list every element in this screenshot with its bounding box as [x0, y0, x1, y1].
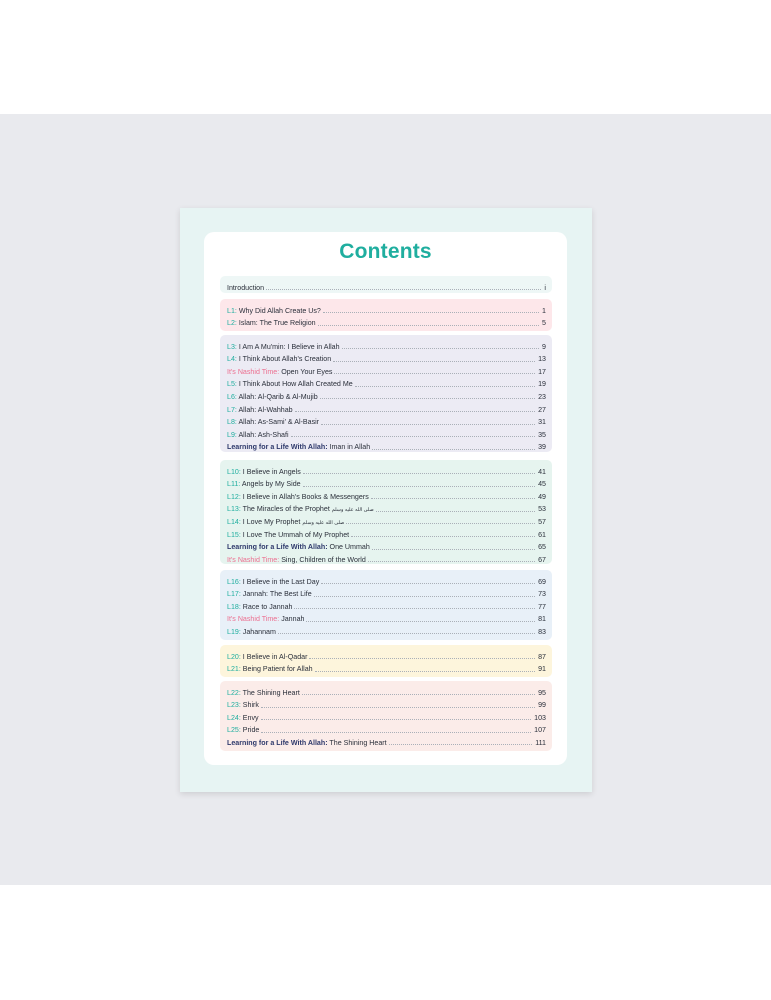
toc-entry-text: Why Did Allah Create Us?	[236, 306, 321, 315]
toc-entry-text: One Ummah	[327, 543, 370, 552]
toc-entry-text: The Miracles of the Prophet	[240, 505, 330, 514]
salawat-text: صلى الله عليه وسلم	[331, 507, 374, 514]
toc-page-number: i	[544, 283, 546, 292]
toc-page-number: 9	[542, 342, 546, 351]
toc-page-number: 13	[538, 355, 546, 364]
toc-entry[interactable]	[220, 488, 552, 501]
toc-section	[220, 645, 552, 677]
dot-leader	[306, 620, 535, 622]
dot-leader	[261, 706, 535, 708]
toc-entry[interactable]	[220, 476, 552, 489]
toc-entry-text: I Am A Mu'min: I Believe in Allah	[236, 342, 340, 351]
toc-page-number: 83	[538, 627, 546, 636]
dot-leader	[346, 522, 535, 524]
toc-entry-text: I Love The Ummah of My Prophet	[240, 530, 350, 539]
dot-leader	[303, 485, 536, 487]
dot-leader	[295, 410, 536, 412]
toc-entry[interactable]	[220, 439, 552, 452]
toc-entry-label	[220, 579, 319, 586]
toc-entry-prefix: L13:	[227, 505, 241, 514]
dot-leader	[342, 347, 539, 349]
toc-page-number: 1	[542, 306, 546, 315]
toc-entry-label	[220, 557, 366, 564]
dot-leader	[309, 657, 535, 659]
toc-page-number: 41	[538, 467, 546, 476]
toc-entry-text: The Shining Heart	[327, 738, 387, 747]
toc-entry-text: Pride	[240, 726, 260, 735]
toc-entry-prefix: L15:	[227, 530, 241, 539]
toc-entry-text: Shirk	[240, 701, 259, 710]
toc-entry-prefix: L21:	[227, 665, 241, 674]
toc-entry-prefix: L3:	[227, 342, 237, 351]
toc-entry[interactable]	[220, 539, 552, 552]
toc-entry-label	[220, 381, 353, 388]
toc-entry-label	[220, 419, 319, 426]
toc-page-number: 39	[538, 443, 546, 452]
toc-page-number: 91	[538, 665, 546, 674]
dot-leader	[368, 560, 535, 562]
toc-entry-label	[220, 285, 264, 292]
dot-leader	[261, 718, 532, 720]
toc-entry[interactable]	[220, 734, 552, 747]
toc-entry-text: Allah: Al-Qarib & Al-Mujib	[236, 392, 318, 401]
dot-leader	[278, 632, 535, 634]
toc-section	[220, 681, 552, 751]
toc-page-number: 23	[538, 392, 546, 401]
toc-entry-text: I Believe in Angels	[240, 467, 301, 476]
toc-entry[interactable]	[220, 661, 552, 674]
toc-entry-text: I Believe in Allah's Books & Messengers	[240, 492, 369, 501]
toc-entry[interactable]	[220, 501, 552, 514]
toc-entry-label	[220, 519, 344, 526]
toc-entry-text: Jannah	[279, 615, 305, 624]
toc-entry-prefix: L7:	[227, 405, 237, 414]
toc-entry-prefix: L10:	[227, 467, 241, 476]
toc-entry[interactable]	[220, 697, 552, 710]
dot-leader	[323, 311, 539, 313]
toc-entry-label	[220, 604, 292, 611]
toc-entry-text: I Love My Prophet	[240, 517, 301, 526]
toc-entry-prefix: L9:	[227, 430, 237, 439]
toc-entry-text: I Think About How Allah Created Me	[236, 380, 353, 389]
dot-leader	[261, 731, 531, 733]
toc-entry-prefix: It's Nashid Time:	[227, 615, 280, 624]
toc-entry[interactable]	[220, 598, 552, 611]
toc-entry-text: The Shining Heart	[240, 688, 300, 697]
toc-entry[interactable]	[220, 611, 552, 624]
toc-page-number: 45	[538, 480, 546, 489]
dot-leader	[321, 582, 535, 584]
toc-entry-label	[220, 654, 307, 661]
toc-entry-text: Race to Jannah	[240, 602, 293, 611]
dot-leader	[376, 510, 535, 512]
dot-leader	[315, 670, 536, 672]
toc-entry[interactable]	[220, 338, 552, 351]
toc-entry-label	[220, 407, 293, 414]
toc-entry-label	[220, 727, 259, 734]
toc-entry-text: Allah: Al-Wahhab	[236, 405, 293, 414]
toc-entry[interactable]	[220, 376, 552, 389]
dot-leader	[314, 595, 535, 597]
toc-entry[interactable]	[220, 315, 552, 328]
toc-entry-text: Iman in Allah	[327, 443, 371, 452]
toc-entry-label	[220, 356, 331, 363]
toc-entry-prefix: Learning for a Life With Allah:	[227, 543, 328, 552]
toc-entry-text: Angels by My Side	[240, 480, 301, 489]
toc-entry-label	[220, 506, 374, 513]
toc-entry-text: Jannah: The Best Life	[240, 590, 312, 599]
toc-page-number: 69	[538, 577, 546, 586]
toc-entry-label	[220, 494, 369, 501]
dot-leader	[333, 360, 535, 362]
toc-entry-text: I Believe in Al-Qadar	[240, 652, 308, 661]
toc-entry[interactable]	[220, 401, 552, 414]
toc-page-number: 17	[538, 367, 546, 376]
toc-entry[interactable]	[220, 684, 552, 697]
toc-entry-label	[220, 690, 300, 697]
toc-page-number: 87	[538, 652, 546, 661]
toc-entry-prefix: L18:	[227, 602, 241, 611]
toc-entry-text: Islam: The True Religion	[236, 319, 316, 328]
toc-entry-label	[220, 369, 332, 376]
dot-leader	[303, 472, 535, 474]
toc-page-number: 67	[538, 555, 546, 564]
toc-entry[interactable]	[220, 351, 552, 364]
dot-leader	[291, 435, 536, 437]
toc-section	[220, 335, 552, 452]
toc-entry[interactable]	[220, 279, 552, 292]
dot-leader	[371, 497, 535, 499]
toc-entry-prefix: L23:	[227, 701, 241, 710]
toc-entry[interactable]	[220, 551, 552, 564]
toc-entry-prefix: L14:	[227, 517, 241, 526]
toc-page-number: 57	[538, 517, 546, 526]
toc-page-number: 5	[542, 319, 546, 328]
toc-entry-text: I Think About Allah's Creation	[236, 355, 332, 364]
dot-leader	[294, 607, 535, 609]
toc-section	[220, 570, 552, 640]
dot-leader	[321, 423, 535, 425]
toc-entry-label	[220, 469, 301, 476]
toc-entry-label	[220, 444, 370, 451]
toc-entry[interactable]	[220, 526, 552, 539]
toc-entry-label	[220, 344, 340, 351]
toc-entry[interactable]	[220, 414, 552, 427]
dot-leader	[372, 548, 535, 550]
toc-entry[interactable]	[220, 573, 552, 586]
toc-entry-prefix: It's Nashid Time:	[227, 555, 280, 564]
toc-entry-text: Open Your Eyes	[279, 367, 333, 376]
toc-entry-text: Being Patient for Allah	[240, 665, 313, 674]
dot-leader	[318, 324, 539, 326]
toc-entry-prefix: L25:	[227, 726, 241, 735]
toc-page-number: 27	[538, 405, 546, 414]
toc-page-number: 73	[538, 590, 546, 599]
toc-entry-text: Jahannam	[240, 627, 276, 636]
toc-entry-label	[220, 629, 276, 636]
toc-entry-prefix: L4:	[227, 355, 237, 364]
toc-entry-label	[220, 432, 289, 439]
toc-entry-label	[220, 532, 349, 539]
toc-entry-label	[220, 666, 313, 673]
toc-page-number: 65	[538, 543, 546, 552]
dot-leader	[320, 397, 535, 399]
toc-entry-prefix: L5:	[227, 380, 237, 389]
dot-leader	[351, 535, 535, 537]
dot-leader	[355, 385, 535, 387]
toc-entry-prefix: Learning for a Life With Allah:	[227, 738, 328, 747]
contents-card	[204, 232, 567, 765]
contents-title: Contents	[339, 240, 432, 263]
toc-page-number: 81	[538, 615, 546, 624]
toc-entry[interactable]	[220, 648, 552, 661]
dot-leader	[302, 693, 535, 695]
toc-entry-prefix: L24:	[227, 713, 241, 722]
toc-entry-text: Allah: Ash-Shafi	[236, 430, 289, 439]
toc-page-number: 35	[538, 430, 546, 439]
toc-entry[interactable]	[220, 302, 552, 315]
toc-entry-text: Sing, Children of the World	[279, 555, 366, 564]
toc-entry-prefix: L11:	[227, 480, 241, 489]
toc-entry-prefix: L2:	[227, 319, 237, 328]
toc-entry-prefix: L16:	[227, 577, 241, 586]
toc-entry-label	[220, 740, 387, 747]
dot-leader	[372, 448, 535, 450]
toc-entry[interactable]	[220, 426, 552, 439]
toc-entry[interactable]	[220, 709, 552, 722]
toc-entry-prefix: L1:	[227, 306, 237, 315]
toc-entry[interactable]	[220, 586, 552, 599]
toc-entry[interactable]	[220, 513, 552, 526]
dot-leader	[266, 288, 541, 290]
toc-section	[220, 299, 552, 331]
toc-page-number: 99	[538, 701, 546, 710]
toc-entry-prefix: It's Nashid Time:	[227, 367, 280, 376]
toc-entry-prefix: L17:	[227, 590, 241, 599]
book-page	[180, 208, 592, 792]
toc-section	[220, 460, 552, 564]
toc-entry-prefix: L22:	[227, 688, 241, 697]
toc-page-number: 107	[534, 726, 546, 735]
toc-entry-label	[220, 544, 370, 551]
toc-entry[interactable]	[220, 722, 552, 735]
toc-page-number: 95	[538, 688, 546, 697]
dot-leader	[389, 743, 533, 745]
toc-page-number: 111	[535, 738, 546, 747]
toc-page-number: 53	[538, 505, 546, 514]
toc-entry-prefix: L8:	[227, 418, 237, 427]
toc-entry-label	[220, 308, 321, 315]
toc-entry-label	[220, 715, 259, 722]
toc-page-number: 49	[538, 492, 546, 501]
toc-page-number: 61	[538, 530, 546, 539]
salawat-text: صلى الله عليه وسلم	[302, 519, 345, 526]
toc-entry-text: I Believe in the Last Day	[240, 577, 320, 586]
toc-entry-prefix: Learning for a Life With Allah:	[227, 443, 328, 452]
toc-entry[interactable]	[220, 363, 552, 376]
toc-page-number: 77	[538, 602, 546, 611]
toc-entry-label	[220, 481, 301, 488]
toc-entry-text: Introduction	[227, 283, 265, 292]
toc-entry-prefix: L12:	[227, 492, 241, 501]
toc-entry-prefix: L19:	[227, 627, 241, 636]
toc-entry-label	[220, 320, 316, 327]
dot-leader	[334, 372, 535, 374]
toc-entry-label	[220, 591, 312, 598]
toc-page-number: 31	[538, 418, 546, 427]
toc-entry-prefix: L20:	[227, 652, 241, 661]
toc-entry-label	[220, 702, 259, 709]
toc-entry-prefix: L6:	[227, 392, 237, 401]
toc-page-number: 19	[538, 380, 546, 389]
toc-entry-text: Envy	[240, 713, 259, 722]
toc-entry-label	[220, 394, 318, 401]
toc-entry-label	[220, 616, 304, 623]
toc-entry[interactable]	[220, 388, 552, 401]
toc-entry-text: Allah: As-Sami' & Al-Basir	[236, 418, 320, 427]
toc-entry[interactable]	[220, 623, 552, 636]
toc-entry[interactable]	[220, 463, 552, 476]
toc-section	[220, 276, 552, 293]
toc-page-number: 103	[534, 713, 546, 722]
